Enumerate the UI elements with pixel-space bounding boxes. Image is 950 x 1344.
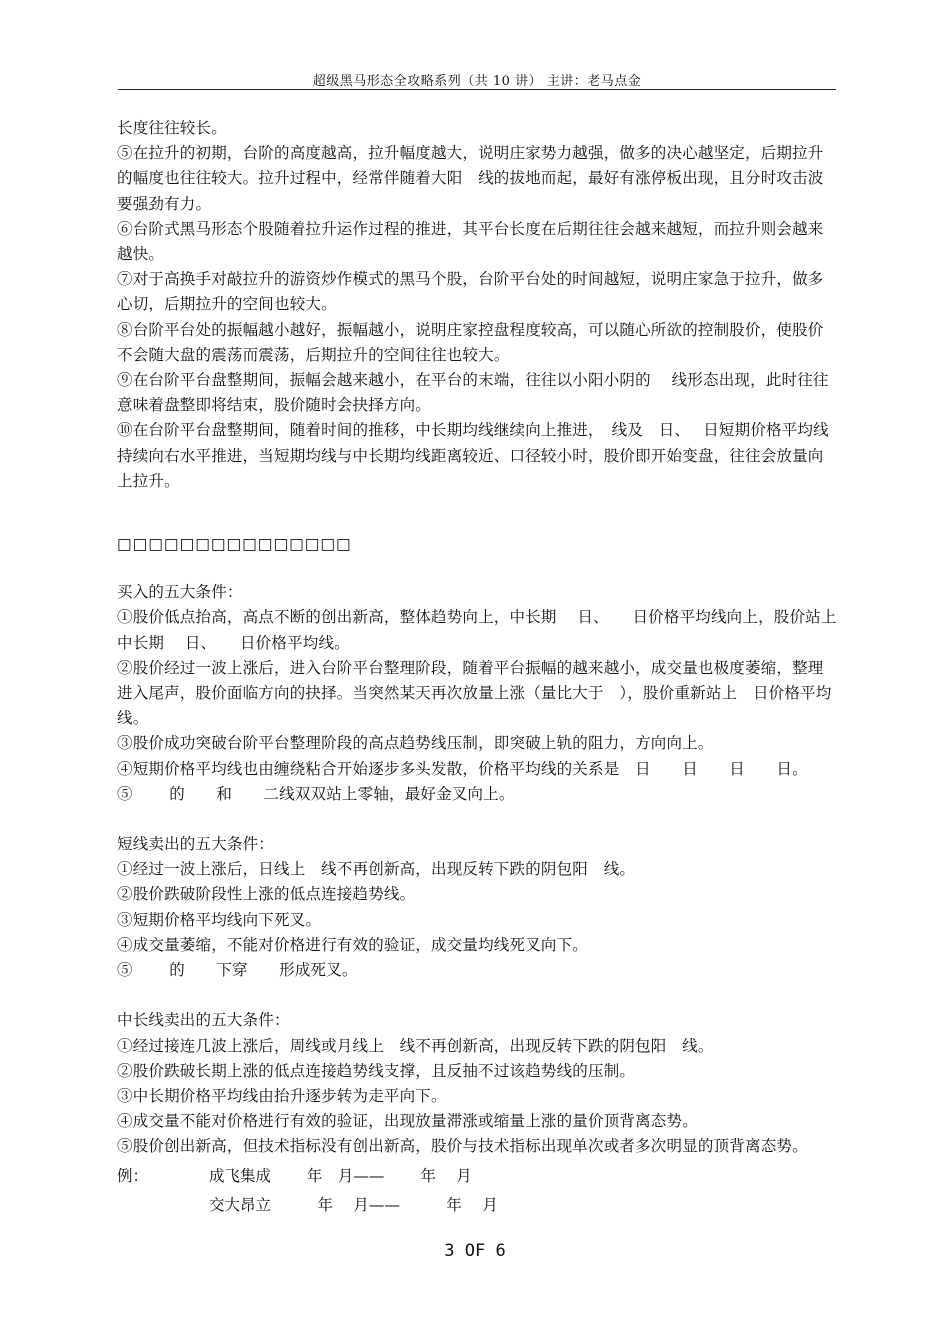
page-number: 3 OF 6 [444, 1241, 506, 1261]
short-sell-condition-item: ①经过一波上涨后，日线上 线不再创新高，出现反转下跌的阴包阳 线。 [117, 860, 636, 879]
paragraph: ⑧台阶平台处的振幅越小越好，振幅越小，说明庄家控盘程度较高，可以随心所欲的控制股价，使股价不会随大盘的震荡而震荡，后期拉升的空间往往也较大。 [117, 320, 824, 364]
section-heading: □□□□□□□□□□□□□□□ [117, 534, 352, 554]
buy-condition-item: ④短期价格平均线也由缠绕粘合开始逐步多头发散，价格平均线的关系是 日 日 日 日。 [117, 759, 808, 778]
paragraph: ⑤在拉升的初期，台阶的高度越高，拉升幅度越大，说明庄家势力越强，做多的决心越坚定，后期拉升的幅度也往往较大。拉升过程中，经常伴随着大阳 线的拔地而起，最好有涨停板出现，且分时攻击波要强劲有力。 [117, 144, 824, 213]
page-header: 超级黑马形态全攻略系列（共 10 讲） 主讲：老马点金 [312, 74, 642, 89]
spacer [117, 494, 837, 519]
long-sell-condition-item: ①经过接连几波上涨后，周线或月线上 线不再创新高，出现反转下跌的阴包阳 线。 [117, 1036, 714, 1055]
long-sell-conditions-title: 中长线卖出的五大条件： [117, 1011, 290, 1030]
buy-condition-item: ①股价低点抬高，高点不断的创出新高，整体趋势向上，中长期 日、 日价格平均线向上，股价站上中长期 日、 日价格平均线。 [117, 608, 837, 652]
header-divider [118, 89, 836, 90]
buy-conditions-title: 买入的五大条件： [117, 583, 243, 602]
long-sell-condition-item: ④成交量不能对价格进行有效的验证，出现放量滞涨或缩量上涨的量价顶背离态势。 [117, 1112, 698, 1131]
paragraph: 长度往往较长。 [117, 119, 227, 137]
paragraph: ⑥台阶式黑马形态个股随着拉升运作过程的推进，其平台长度在后期往往会越来越短，而拉升则会越来越快。 [117, 219, 824, 264]
long-sell-condition-item: ③中长期价格平均线由抬升逐步转为走平向下。 [117, 1086, 447, 1105]
example-row: 成飞集成 年 月—— 年 月 [209, 1167, 472, 1185]
paragraph: ⑩在台阶平台盘整期间，随着时间的推移，中长期均线继续向上推进， 线及 日、 日短期价格平均线持续向右水平推进，当短期均线与中长期均线距离较近、口径较小时，股价即开始变盘，往往会放量向上拉升。 [117, 421, 829, 490]
spacer [117, 983, 837, 1008]
document-body [117, 116, 837, 1160]
spacer [117, 807, 837, 832]
long-sell-condition-item: ⑤股价创出新高，但技术指标没有创出新高，股价与技术指标出现单次或者多次明显的顶背离态势。 [117, 1137, 808, 1156]
buy-condition-item: ⑤ 的 和 二线双双站上零轴，最好金叉向上。 [117, 784, 515, 803]
long-sell-condition-item: ②股价跌破长期上涨的低点连接趋势线支撑，且反抽不过该趋势线的压制。 [117, 1061, 636, 1080]
example-row: 交大昂立 年 月—— 年 月 [209, 1196, 498, 1214]
example-label: 例： [117, 1167, 149, 1185]
paragraph: ⑨在台阶平台盘整期间，振幅会越来越小，在平台的末端，往往以小阳小阴的 线形态出现，此时往往意味着盘整即将结束，股价随时会抉择方向。 [117, 371, 829, 415]
short-sell-condition-item: ⑤ 的 下穿 形成死叉。 [117, 961, 358, 980]
paragraph: ⑦对于高换手对敲拉升的游资炒作模式的黑马个股，台阶平台处的时间越短，说明庄家急于拉升，做多心切，后期拉升的空间也较大。 [117, 270, 824, 314]
short-sell-condition-item: ②股价跌破阶段性上涨的低点连接趋势线。 [117, 885, 416, 904]
short-sell-condition-item: ④成交量萎缩，不能对价格进行有效的验证，成交量均线死叉向下。 [117, 935, 589, 954]
short-sell-conditions-title: 短线卖出的五大条件： [117, 835, 275, 854]
buy-condition-item: ②股价经过一波上涨后，进入台阶平台整理阶段，随着平台振幅的越来越小，成交量也极度萎缩，整理进入尾声，股价面临方向的抉择。当突然某天再次放量上涨（量比大于 ），股价重新站上 日价格平均线。 [117, 658, 832, 728]
short-sell-condition-item: ③短期价格平均线向下死叉。 [117, 910, 322, 929]
buy-condition-item: ③股价成功突破台阶平台整理阶段的高点趋势线压制，即突破上轨的阻力，方向向上。 [117, 734, 714, 753]
